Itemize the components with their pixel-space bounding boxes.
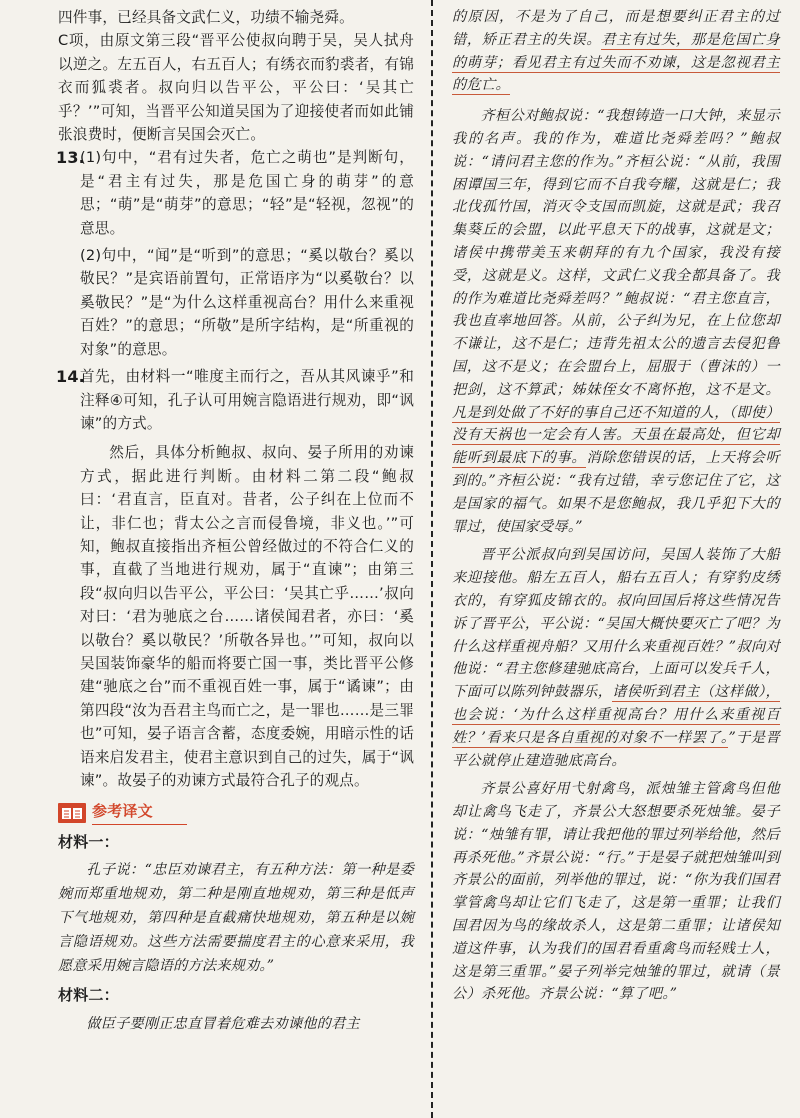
translation-para-3 <box>452 544 780 772</box>
paragraph-option-c: C项，由原文第三段“晋平公使叔向聘于吴，吴人拭舟以逆之。左五百人，右五百人；有绣衣而豹裘者，有锦衣而狐裘者。叔向归以告平公，平公曰：‘吴其亡乎？’”可知，当晋平公知道吴国为了迎接使者而如此铺张浪费时，便断言吴国会灭亡。 <box>58 32 414 144</box>
reference-translation-header <box>58 800 414 824</box>
underlined-text: 诸侯听到君主（这样做），也会说：‘为什么这样重视高台？用什么来重视百姓？’看来只是各自重视的对象不一样罢了。 <box>452 684 780 746</box>
text-segment: ”于是晋平公就停止建造驰底高台。 <box>452 729 780 769</box>
underlined-text: 君主有过失，那是危国亡身的萌芽；看见君主有过失而不劝谏，这是忽视君主的危亡。 <box>452 31 780 94</box>
q13-answer-part2: (2)句中，“闻”是“听到”的意思；“奚以敬台？奚以敬民？”是宾语前置句，正常语序为“以奚敬台？以奚敬民？”是“为什么这样重视高台？用什么来重视百姓？”的意思；“所敬”是所字结构，是“所重视的对象”的意思。 <box>80 247 414 358</box>
section-title: 参考译文 <box>92 800 187 824</box>
question-number: 13. <box>56 148 85 168</box>
q14-answer-part1: 首先，由材料一“唯度主而行之，吾从其风谏乎”和注释④可知，孔子认可用婉言隐语进行规劝，即“讽谏”的方式。 <box>80 368 414 432</box>
material-2-text: 做臣子要刚正忠直冒着危难去劝谏他的君主 <box>86 1015 360 1032</box>
material-1-title: 材料一： <box>58 832 119 851</box>
q13-answer-part1: (1)句中，“君有过失者，危亡之萌也”是判断句，是“君主有过失，那是危国亡身的萌芽”的意思；“萌”是“萌芽”的意思；“轻”是“轻视，忽视”的意思。 <box>80 149 414 237</box>
right-column <box>452 6 780 1006</box>
text-segment: 消除您错误的话，上天将会听到的。”齐桓公说：“我有过错，幸亏您记住了它，这是国家的福气。如果不是您鲍叔，我几乎犯下大的罪过，使国家受辱。” <box>452 450 780 535</box>
translation-para-4: 齐景公喜好用弋射禽鸟，派烛雏主管禽鸟但他却让禽鸟飞走了，齐景公大怒想要杀死烛雏。晏子说：“烛雏有罪，请让我把他的罪过列举给他，然后再杀死他。”齐景公说：“行。”于是晏子就把烛雏叫到齐景公的面前，列举他的罪过，说：“你为我们国君掌管禽鸟却让它们飞走了，这是第一重罪；让我们国君因为鸟的缘故杀人，这是第二重罪；让诸侯知道这件事，认为我们的国君看重禽鸟而轻贱士人，这是第三重罪。”晏子列举完烛雏的罪过，就请（景公）杀死他。齐景公说：“算了吧。” <box>452 781 780 1003</box>
question-number: 14. <box>56 367 85 387</box>
material-2-title: 材料二： <box>58 986 119 1005</box>
paragraph-continuation: 四件事，已经具备文武仁义，功绩不输尧舜。 <box>58 9 354 26</box>
open-book-icon <box>58 803 86 823</box>
q14-answer-part2: 然后，具体分析鲍叔、叔向、晏子所用的劝谏方式，据此进行判断。由材料二第二段“鲍叔曰：‘君直言，臣直对。昔者，公子纠在上位而不让，非仁也；背太公之言而侵鲁境，非义也。’”可知，鲍叔直接指出齐桓公曾经做过的不符合仁义的事，直截了当地进行规劝，属于“直谏”；由第三段“叔向归以告平公，平公曰：‘吴其亡乎……’叔向对曰：‘君为驰底之台……诸侯闻君者，亦曰：‘奚以敬台？奚以敬民？’所敬各异也。’”可知，叔向以吴国装饰豪华的船而将要亡国一事，类比晋平公修建“驰底之台”而不重视百姓一事，属于“谲谏”；由第四段“汝为吾君主鸟而亡之，是一罪也……是三罪也”可知，晏子语言含蓄，态度委婉，用暗示性的话语来启发君主，使君主意识到自己的过失，属于“讽谏”。故晏子的劝谏方式最符合孔子的观点。 <box>80 444 414 789</box>
column-divider <box>431 0 433 1118</box>
text-segment: 的原因，不是为了自己，而是想要纠正君主的过错，矫正君主的失误。 <box>452 9 780 48</box>
underlined-text: 凡是到处做了不好的事自己还不知道的人，（即使）没有天祸也一定会有人害。天虽在最高处，但它却能听到最底下的事。 <box>452 404 780 467</box>
material-1-text: 孔子说：“忠臣劝谏君主，有五种方法：第一种是委婉而郑重地规劝，第二种是刚直地规劝，第三种是低声下气地规劝，第四种是直截痛快地规劝，第五种是以婉言隐语规劝。这些方法需要揣度君主的心意来采用，我愿意采用婉言隐语的方法来规劝。” <box>58 862 414 975</box>
text-segment: 晋平公派叔向到吴国访问，吴国人装饰了大船来迎接他。船左五百人，船右五百人；有穿豹皮绣衣的，有穿狐皮锦衣的。叔向回国后将这些情况告诉了晋平公，平公说：“吴国大概快要灭亡了吧？为什么这样重视舟船？又用什么来重视百姓？”叔向对他说：“君主您修建驰底高台，上面可以发兵千人，下面可以陈列钟鼓器乐， <box>452 547 780 701</box>
question-14 <box>58 365 414 792</box>
text-segment: 齐桓公对鲍叔说：“我想铸造一口大钟，来显示我的名声。我的作为，难道比尧舜差吗？”鲍叔说：“请问君主您的作为。”齐桓公说：“从前，我围困谭国三年，得到它而不自我夸耀，这就是仁；我北伐孤竹国，消灭令支国而凯旋，这就是武；我召集葵丘的会盟，以此平息天下的战事，这就是文；诸侯中携带美玉来朝拜的有九个国家，我没有接受，这就是义。这样，文武仁义我全都具备了。我的作为难道比尧舜差吗？”鲍叔说：“君主您直言，我也直率地回答。从前，公子纠为兄，在上位您却不谦让，这不是仁；违背先祖太公的遗言去侵犯鲁国，这不是义；在会盟台上，屈服于（曹沫的）一把剑，这不算武；姊妹侄女不离怀抱，这不是文。 <box>452 108 780 398</box>
question-13 <box>58 146 414 361</box>
left-column <box>58 6 414 1036</box>
translation-para-1 <box>452 6 780 97</box>
translation-para-2 <box>452 105 780 538</box>
